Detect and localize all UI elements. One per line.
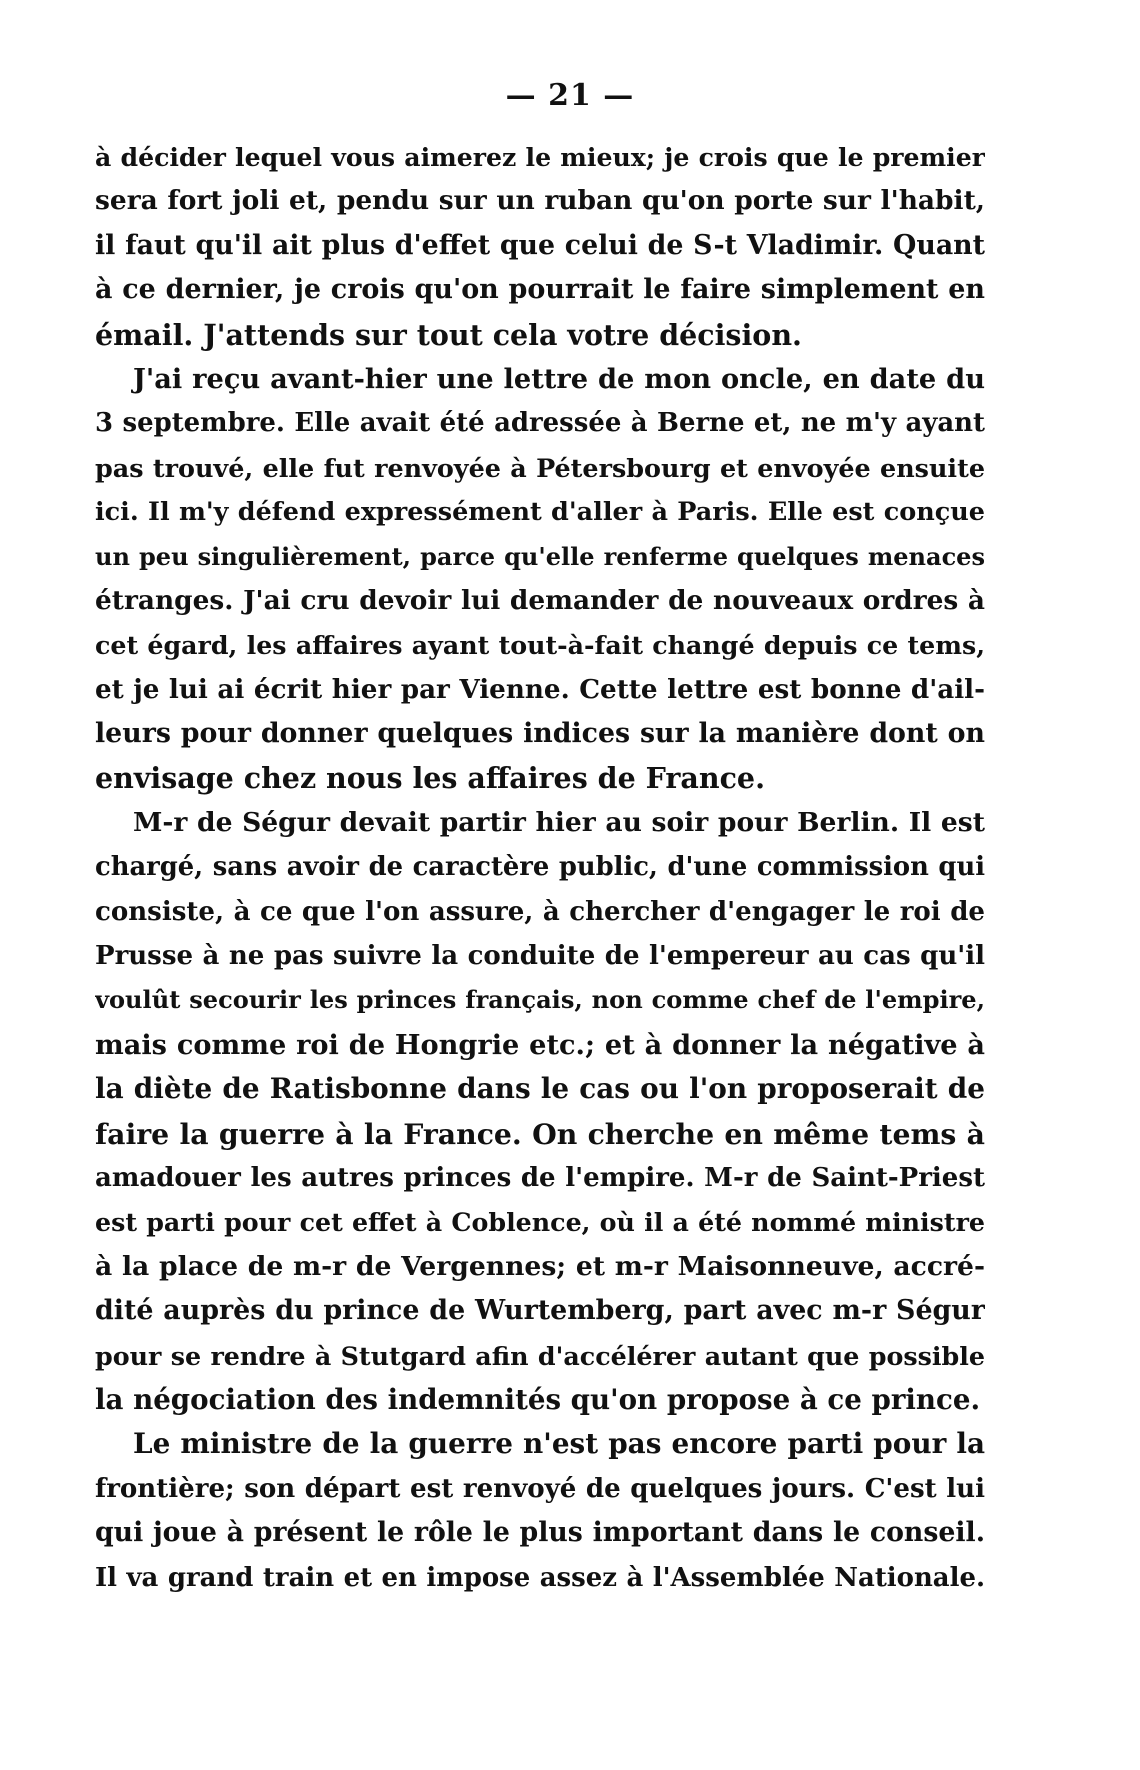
text-line: dité auprès du prince de Wurtemberg, part avec m-r Ségur: [95, 1295, 985, 1327]
text-line: la négociation des indemnités qu'on propose à ce prince.: [95, 1382, 981, 1416]
text-line: 3 septembre. Elle avait été adressée à Berne et, ne m'y ayant: [95, 408, 985, 439]
text-line: qui joue à présent le rôle le plus important dans le conseil.: [95, 1517, 985, 1549]
text-line: voulût secourir les princes français, non comme chef de l'empire,: [95, 985, 985, 1015]
text-line: Prusse à ne pas suivre la conduite de l'empereur au cas qu'il: [95, 941, 985, 972]
text-line: leurs pour donner quelques indices sur la manière dont on: [95, 718, 985, 750]
text-line: Il va grand train et en impose assez à l'Assemblée Nationale.: [95, 1562, 985, 1593]
text-line: et je lui ai écrit hier par Vienne. Cette lettre est bonne d'ail-: [95, 673, 985, 705]
text-line: sera fort joli et, pendu sur un ruban qu'on porte sur l'habit,: [95, 185, 985, 217]
text-line: Le ministre de la guerre n'est pas encore parti pour la: [133, 1427, 985, 1461]
text-line: il faut qu'il ait plus d'effet que celui de S-t Vladimir. Quant: [95, 229, 985, 261]
text-line: frontière; son départ est renvoyé de quelques jours. C'est lui: [95, 1473, 985, 1504]
text-line: à ce dernier, je crois qu'on pourrait le faire simplement en: [95, 274, 985, 306]
text-line: envisage chez nous les affaires de France.: [95, 761, 765, 796]
text-line: consiste, à ce que l'on assure, à chercher d'engager le roi de: [95, 896, 985, 927]
page-number: — 21 —: [505, 78, 635, 113]
text-line: la diète de Ratisbonne dans le cas ou l'on proposerait de: [95, 1072, 985, 1106]
text-line: faire la guerre à la France. On cherche en même tems à: [95, 1116, 985, 1151]
text-line: amadouer les autres princes de l'empire. M-r de Saint-Priest: [95, 1162, 985, 1193]
text-line: un peu singulièrement, parce qu'elle renferme quelques menaces: [95, 541, 985, 571]
text-line: pas trouvé, elle fut renvoyée à Pétersbourg et envoyée ensuite: [95, 452, 985, 483]
text-line: mais comme roi de Hongrie etc.; et à donner la négative à: [95, 1028, 985, 1061]
text-line: J'ai reçu avant-hier une lettre de mon oncle, en date du: [133, 362, 985, 395]
text-line: émail. J'attends sur tout cela votre décision.: [95, 317, 802, 352]
text-line: M-r de Ségur devait partir hier au soir pour Berlin. Il est: [133, 806, 985, 838]
text-line: cet égard, les affaires ayant tout-à-fait changé depuis ce tems,: [95, 630, 985, 661]
text-line: est parti pour cet effet à Coblence, où il a été nommé ministre: [95, 1207, 985, 1238]
text-line: à décider lequel vous aimerez le mieux; je crois que le premier: [95, 142, 985, 172]
text-line: à la place de m-r de Vergennes; et m-r Maisonneuve, accré-: [95, 1250, 985, 1282]
text-line: étranges. J'ai cru devoir lui demander de nouveaux ordres à: [95, 584, 985, 616]
text-line: chargé, sans avoir de caractère public, d'une commission qui: [95, 852, 985, 883]
text-line: pour se rendre à Stutgard afin d'accélérer autant que possible: [95, 1340, 985, 1371]
body-text: [95, 135, 985, 1600]
text-line: ici. Il m'y défend expressément d'aller à Paris. Elle est conçue: [95, 497, 985, 528]
